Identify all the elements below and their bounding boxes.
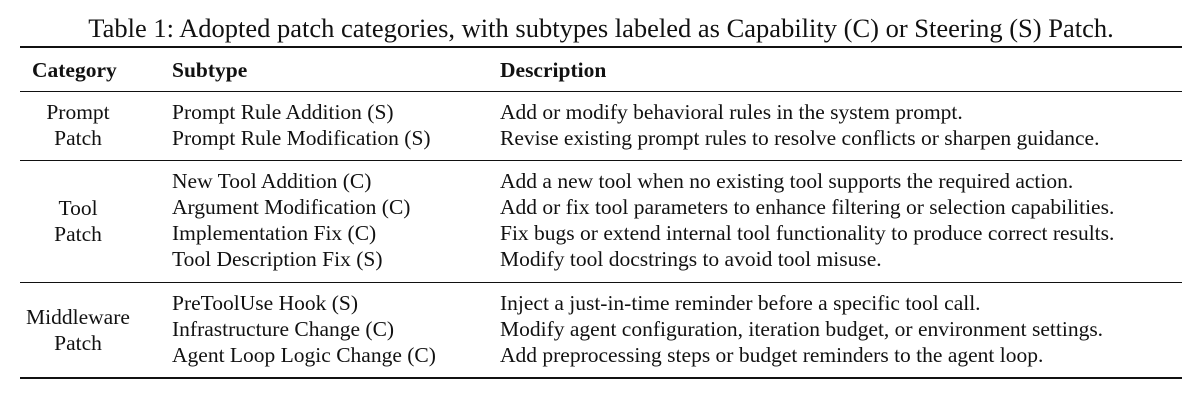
description-cell: Modify agent configuration, iteration budget, or environment settings. xyxy=(500,317,1104,341)
subtype-cell: Implementation Fix (C) xyxy=(172,221,377,245)
subtype-cell: Tool Description Fix (S) xyxy=(172,247,383,271)
header-rule xyxy=(20,91,1182,92)
subtype-cell: Infrastructure Change (C) xyxy=(172,317,395,341)
subtype-cell: Agent Loop Logic Change (C) xyxy=(172,343,436,367)
category-line: Patch xyxy=(54,126,102,150)
header-category: Category xyxy=(32,58,117,82)
header-description: Description xyxy=(500,58,607,82)
description-cell: Modify tool docstrings to avoid tool misuse. xyxy=(500,247,882,271)
subtype-cell: PreToolUse Hook (S) xyxy=(172,291,359,315)
category-line: Patch xyxy=(54,331,102,355)
subtype-cell: New Tool Addition (C) xyxy=(172,169,372,193)
description-cell: Add or fix tool parameters to enhance filtering or selection capabilities. xyxy=(500,195,1115,219)
description-list-prompt xyxy=(500,99,1099,151)
table-caption: Table 1: Adopted patch categories, with subtypes labeled as Capability (C) or Steering (S) Patch. xyxy=(88,13,1114,43)
subtype-list-prompt xyxy=(172,99,431,151)
subtype-cell: Prompt Rule Addition (S) xyxy=(172,100,394,124)
category-line: Prompt xyxy=(46,100,110,124)
description-cell: Inject a just-in-time reminder before a specific tool call. xyxy=(500,291,981,315)
description-list-tool xyxy=(500,168,1114,272)
header-subtype: Subtype xyxy=(172,58,248,82)
description-list-middleware xyxy=(500,290,1103,368)
description-cell: Add a new tool when no existing tool supports the required action. xyxy=(500,169,1074,193)
subtype-list-middleware xyxy=(172,290,436,368)
table-bottom-rule xyxy=(20,377,1182,379)
category-middleware-patch xyxy=(20,304,136,356)
description-cell: Fix bugs or extend internal tool functionality to produce correct results. xyxy=(500,221,1115,245)
description-cell: Revise existing prompt rules to resolve conflicts or sharpen guidance. xyxy=(500,126,1100,150)
table-top-rule xyxy=(20,46,1182,48)
category-tool-patch xyxy=(20,195,136,247)
subtype-list-tool xyxy=(172,168,410,272)
category-line: Tool xyxy=(58,196,98,220)
group-separator-rule xyxy=(20,160,1182,161)
subtype-cell: Prompt Rule Modification (S) xyxy=(172,126,431,150)
category-line: Patch xyxy=(54,222,102,246)
description-cell: Add or modify behavioral rules in the system prompt. xyxy=(500,100,963,124)
category-prompt-patch xyxy=(20,99,136,151)
category-line: Middleware xyxy=(26,305,130,329)
description-cell: Add preprocessing steps or budget reminders to the agent loop. xyxy=(500,343,1044,367)
subtype-cell: Argument Modification (C) xyxy=(172,195,411,219)
group-separator-rule xyxy=(20,282,1182,283)
